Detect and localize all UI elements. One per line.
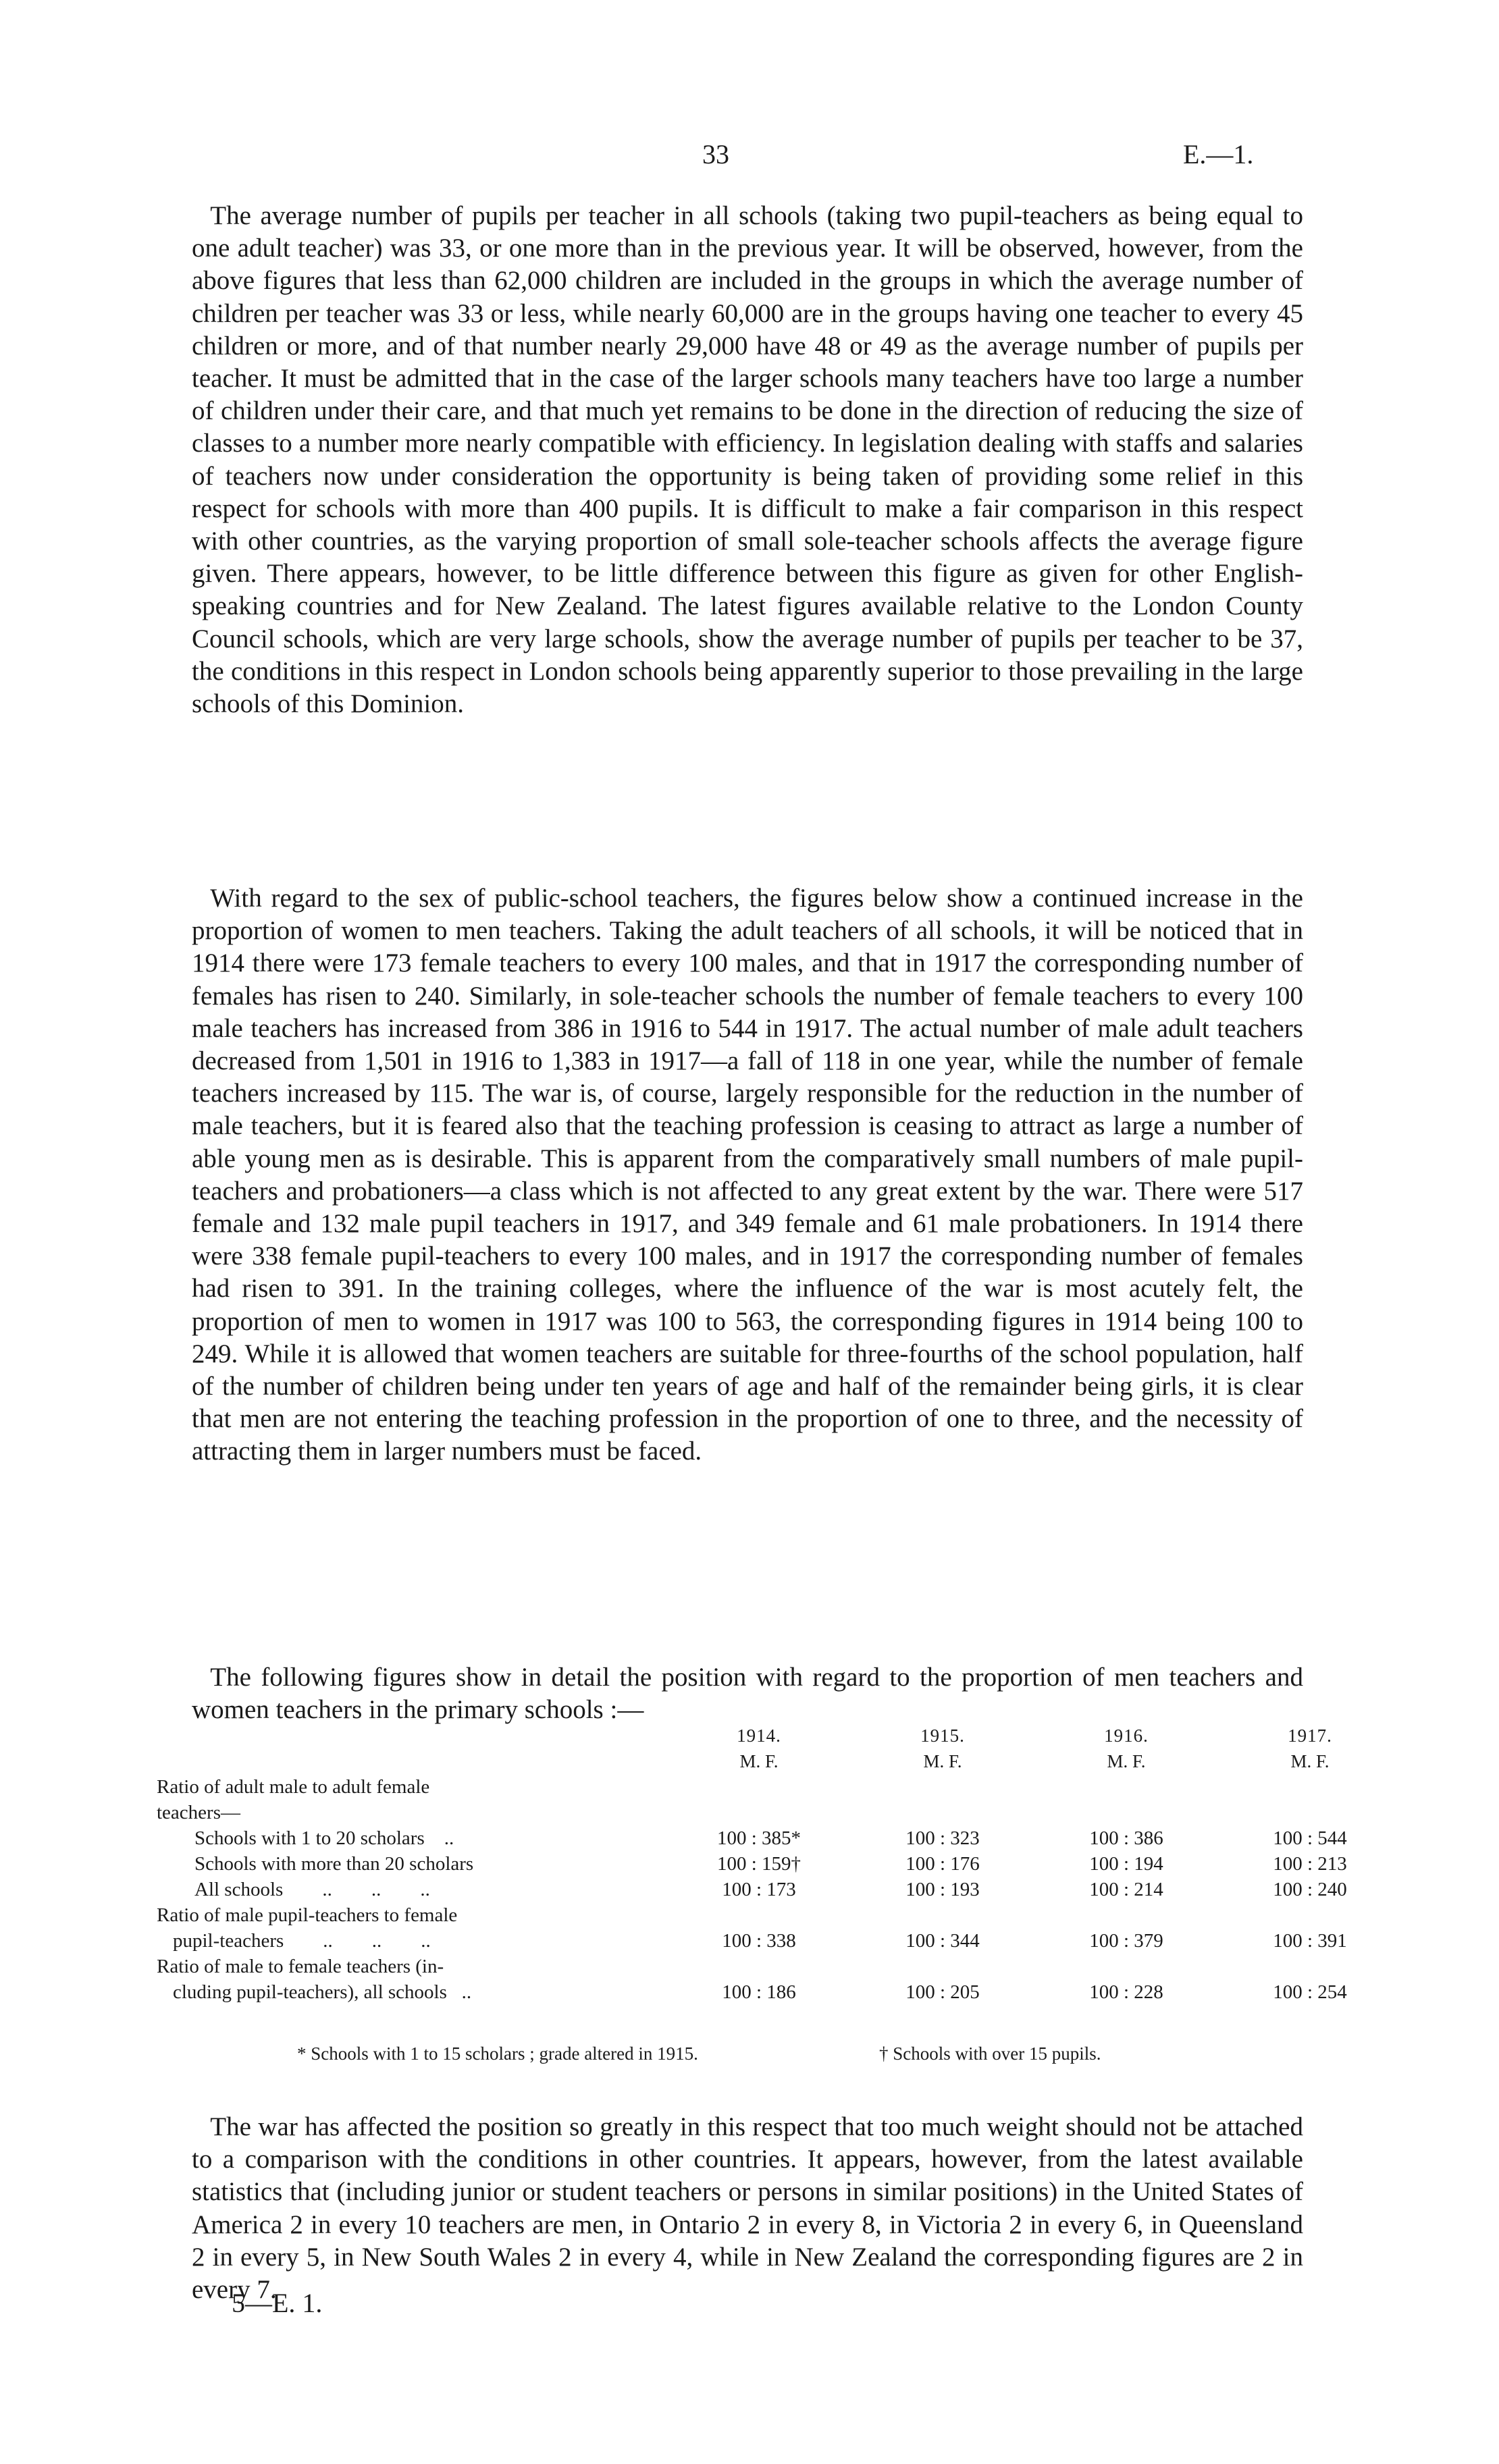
row-heading: Ratio of male pupil-teachers to female [157, 1904, 458, 1926]
value-cell: 100 : 159† [716, 1853, 801, 1875]
row-label-text: Schools with more than 20 scholars [194, 1853, 474, 1875]
table-row [157, 1825, 1402, 1851]
year-1914: 1914. [737, 1725, 781, 1746]
value-cell: 100 : 386 [1089, 1827, 1163, 1849]
paragraph-table-intro [192, 1661, 1303, 1726]
page-signature: 5—E. 1. [232, 2288, 323, 2318]
paragraph-text: With regard to the sex of public-school teachers, the figures below show a continued increase in the proportion of women to men teachers. Taking the adult teachers of all schools, it will be noticed that in 1914 there were 173 female teachers to every 100 males, and that in 1917 the corresponding number of females has risen to 240. Similarly, in sole-teacher schools the number of female teachers to every 100 male teachers has increased from 386 in 1916 to 544 in 1917. The actual number of male adult teachers decreased from 1,501 in 1916 to 1,383 in 1917—a fall of 118 in one year, while the number of female teachers increased by 115. The war is, of course, largely responsible for the reduction in the number of male teachers, but it is feared also that the teaching profession is ceasing to attract as large a number of able young men as is desirable. This is apparent from the comparatively small numbers of male pupil-teachers and probationers—a class which is not affected to any great extent by the war. There were 517 female and 132 male pupil teachers in 1917, and 349 female and 61 male probationers. In 1914 there were 338 female pupil-teachers to every 100 males, and in 1917 the corresponding number of females had risen to 391. In the training colleges, where the influence of the war is most acutely felt, the proportion of men to women in 1917 was 100 to 563, the corresponding figures in 1914 being 100 to 249. While it is allowed that women teachers are suitable for three-fourths of the school population, half of the number of children being under ten years of age and half of the remainder being girls, it is clear that men are not entering the teaching profession in the proportion of one to three, and the necessity of attracting them in larger numbers must be faced. [192, 884, 1303, 1466]
table-row [157, 1877, 1402, 1902]
table-row [157, 1851, 1402, 1877]
value-cell: 100 : 344 [905, 1930, 980, 1952]
table-mf-header [157, 1748, 1402, 1774]
value-cell: 100 : 205 [905, 1981, 980, 2003]
value-cell: 100 : 338 [722, 1930, 796, 1952]
value-cell: 100 : 379 [1089, 1930, 1163, 1952]
value-cell: 100 : 240 [1273, 1879, 1347, 1900]
year-1916: 1916. [1104, 1725, 1149, 1746]
page-number: 33 [702, 139, 729, 169]
value-cell: 100 : 391 [1273, 1930, 1347, 1952]
value-cell: 100 : 544 [1273, 1827, 1347, 1849]
paragraph-sex-of-teachers [192, 882, 1303, 1468]
value-cell: 100 : 186 [722, 1981, 796, 2003]
value-cell: 100 : 173 [722, 1879, 796, 1900]
mf-label: M. F. [1107, 1751, 1146, 1771]
table-row [157, 1774, 1402, 1800]
paragraph-pupils-per-teacher [192, 200, 1303, 720]
row-label [157, 1877, 667, 1902]
row-label [157, 1825, 667, 1851]
paragraph-text: The following figures show in detail the position with regard to the proportion of men teachers and women teachers in the primary schools :— [192, 1663, 1303, 1725]
leader-dots: .. .. .. [322, 1879, 430, 1900]
row-label [157, 1928, 667, 1954]
table-footnote-1: * Schools with 1 to 15 scholars ; grade altered in 1915. [297, 2043, 698, 2064]
table-row [157, 1928, 1402, 1954]
paragraph-text: The war has affected the position so greatly in this respect that too much weight should not be attached to a comparison with the conditions in other countries. It appears, however, from the latest available statistics that (including junior or student teachers or persons in similar positions) in the United States of America 2 in every 10 teachers are men, in Ontario 2 in every 8, in Victoria 2 in every 6, in Queensland 2 in every 5, in New South Wales 2 in every 4, while in New Zealand the corresponding figures are 2 in every 7. [192, 2112, 1303, 2305]
mf-label: M. F. [739, 1751, 779, 1771]
value-cell: 100 : 385* [716, 1827, 801, 1849]
mf-label: M. F. [923, 1751, 962, 1771]
table-row [157, 1800, 1402, 1825]
row-label [157, 1851, 667, 1877]
value-cell: 100 : 213 [1273, 1853, 1347, 1875]
value-cell: 100 : 193 [905, 1879, 980, 1900]
row-label-text: All schools [194, 1879, 284, 1900]
row-label-text: Schools with 1 to 20 scholars [194, 1827, 425, 1849]
row-label [157, 1979, 667, 2005]
table-row [157, 1954, 1402, 1979]
value-cell: 100 : 176 [905, 1853, 980, 1875]
table-footnote-2: † Schools with over 15 pupils. [879, 2043, 1101, 2064]
row-heading: Ratio of male to female teachers (in- [157, 1956, 444, 1977]
table-year-header [157, 1723, 1402, 1748]
paragraph-text: The average number of pupils per teacher in all schools (taking two pupil-teachers as being equal to one adult teacher) was 33, or one more than in the previous year. It will be observed, however, from the above figures that less than 62,000 children are included in the groups in which the average number of children per teacher was 33 or less, while nearly 60,000 are in the groups having one teacher to every 45 children or more, and of that number nearly 29,000 have 48 or 49 as the average number of pupils per teacher. It must be admitted that in the case of the larger schools many teachers have too large a number of children under their care, and that much yet remains to be done in the direction of reducing the size of classes to a number more nearly compatible with efficiency. In legislation dealing with staffs and salaries of teachers now under consideration the opportunity is being taken of providing some relief in this respect for schools with more than 400 pupils. It is difficult to make a fair comparison in this respect with other countries, as the varying proportion of small sole-teacher schools affects the average figure given. There appears, however, to be little difference between this figure as given for other English-speaking countries and for New Zealand. The latest figures available relative to the London County Council schools, which are very large schools, show the average number of pupils per teacher to be 37, the conditions in this respect in London schools being apparently superior to those prevailing in the large schools of this Dominion. [192, 201, 1303, 719]
leader-dots: .. [444, 1827, 454, 1849]
value-cell: 100 : 228 [1089, 1981, 1163, 2003]
year-1917: 1917. [1288, 1725, 1332, 1746]
ratio-table [157, 1723, 1402, 2005]
mf-label: M. F. [1290, 1751, 1330, 1771]
value-cell: 100 : 254 [1273, 1981, 1347, 2003]
paragraph-comparison [192, 2111, 1303, 2306]
leader-dots: .. .. .. [323, 1930, 431, 1952]
table-row [157, 1902, 1402, 1928]
document-reference: E.—1. [1183, 139, 1254, 169]
row-heading: Ratio of adult male to adult female [157, 1776, 430, 1798]
value-cell: 100 : 323 [905, 1827, 980, 1849]
row-heading: teachers— [157, 1802, 240, 1823]
value-cell: 100 : 194 [1089, 1853, 1163, 1875]
year-1915: 1915. [920, 1725, 965, 1746]
row-label-text: cluding pupil-teachers), all schools [173, 1981, 447, 2003]
table-row [157, 1979, 1402, 2005]
value-cell: 100 : 214 [1089, 1879, 1163, 1900]
leader-dots: .. [461, 1981, 472, 2003]
row-label-text: pupil-teachers [173, 1930, 284, 1952]
